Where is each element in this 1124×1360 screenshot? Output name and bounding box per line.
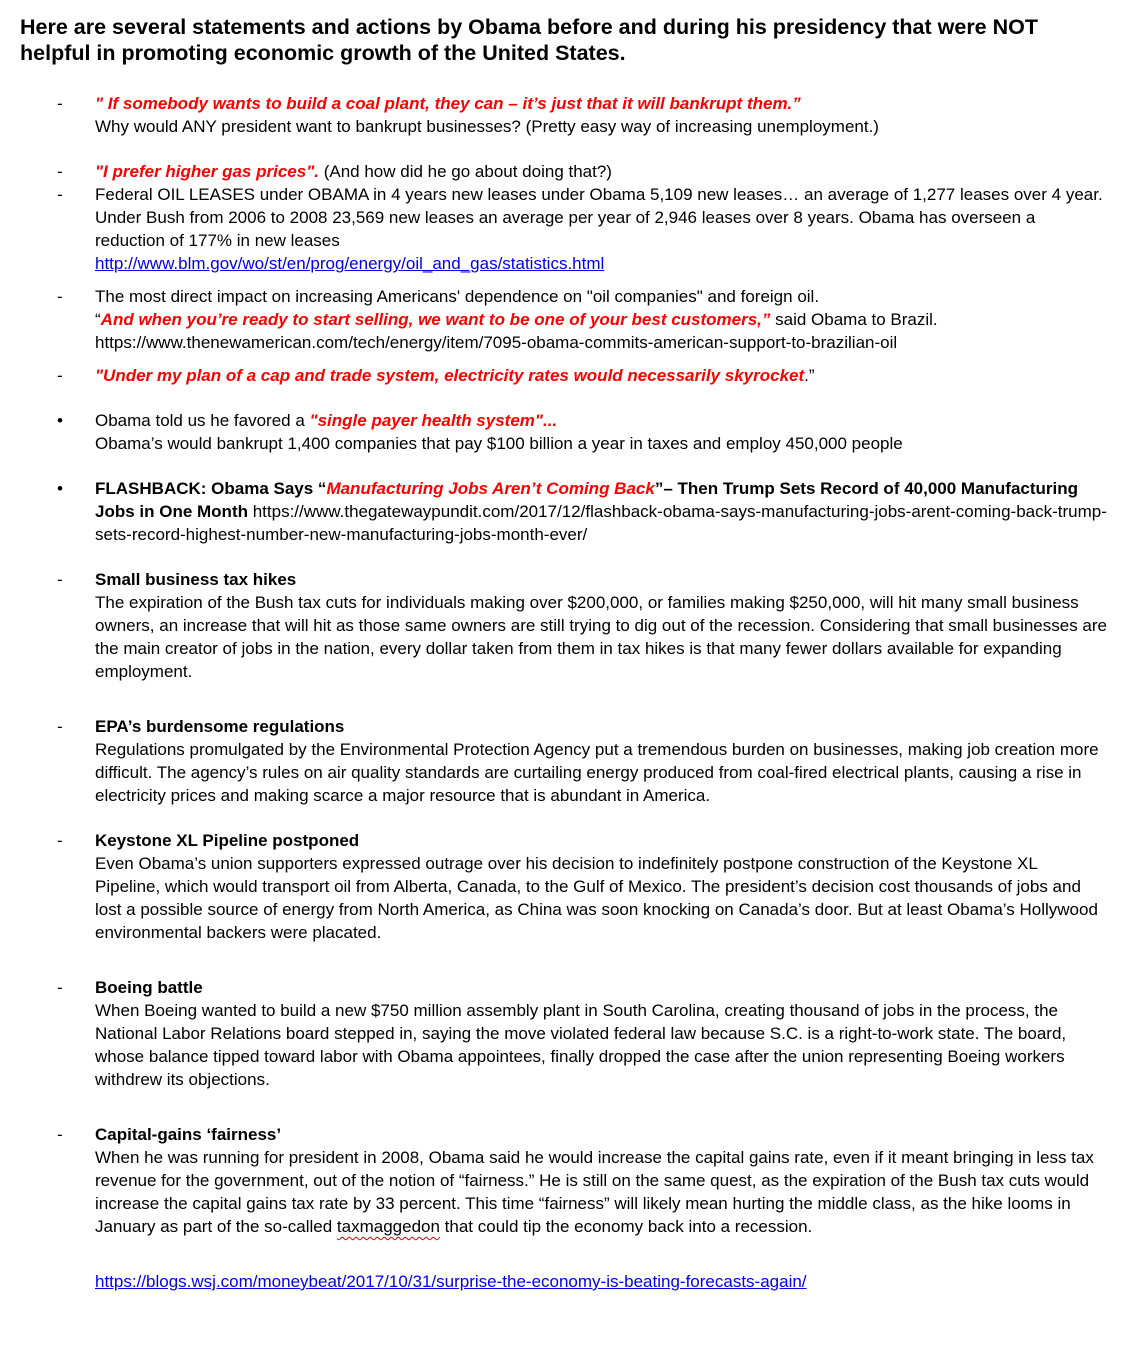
- paragraph: [95, 829, 1107, 852]
- text-run: " If somebody wants to build a coal plant, they can – it’s just that it will bankrupt them.”: [95, 94, 801, 113]
- statement-item: [57, 976, 1108, 1091]
- statement-body: [95, 183, 1107, 275]
- text-run: Capital-gains ‘fairness’: [95, 1125, 282, 1144]
- paragraph: [95, 160, 1107, 183]
- text-run: "Under my plan of a cap and trade system, electricity rates would necessarily skyrocket: [95, 366, 805, 385]
- statement-body: [95, 92, 1107, 138]
- text-run: EPA’s burdensome regulations: [95, 717, 345, 736]
- text-run: Even Obama’s union supporters expressed outrage over his decision to indefinitely postpone construction of the Keystone XL Pipeline, which would transport oil from Alberta, Canada, to the Gulf of Mexico. The president’s decision cost thousands of jobs and lost a possible source of energy from North America, as China was soon knocking on Canada’s door. But at least Obama’s Hollywood environmental backers were placated.: [95, 854, 1098, 942]
- text-run: Obama told us he favored a: [95, 411, 310, 430]
- text-run: said Obama to Brazil.: [770, 310, 938, 329]
- statement-body: [95, 160, 1107, 183]
- statement-item: [57, 568, 1108, 683]
- statement-body: [95, 364, 1107, 387]
- text-run: FLASHBACK: Obama Says “: [95, 479, 327, 498]
- dash-bullet: -: [57, 978, 63, 997]
- text-run: Obama’s would bankrupt 1,400 companies that pay $100 billion a year in taxes and employ 450,000 people: [95, 434, 903, 453]
- statement-item: [57, 364, 1108, 387]
- text-run: When Boeing wanted to build a new $750 million assembly plant in South Carolina, creating thousand of jobs in the process, the National Labor Relations board stepped in, saying the move violated federal law because S.C. is a right-to-work state. The board, whose balance tipped toward labor with Obama appointees, finally dropped the case after the union representing Boeing workers withdrew its objections.: [95, 1001, 1067, 1089]
- text-run: ”– Then Trump Sets Record of 40,000 Manufacturing Jobs in One Month: [95, 479, 1079, 521]
- statement-body: [95, 715, 1107, 807]
- paragraph: [95, 852, 1107, 944]
- bullet-spacer: [57, 1270, 95, 1293]
- text-run: And when you’re ready to start selling, we want to be one of your best customers,”: [100, 310, 771, 329]
- text-run: https://www.thegatewaypundit.com/2017/12/flashback-obama-says-manufacturing-jobs-arent-coming-back-trump-sets-record-highest-number-new-manufacturing-jobs-month-ever/: [95, 502, 1107, 544]
- paragraph: [95, 1146, 1107, 1238]
- statement-item: [57, 1123, 1108, 1238]
- text-run: Why would ANY president want to bankrupt businesses? (Pretty easy way of increasing unemployment.): [95, 117, 879, 136]
- text-run: (And how did he go about doing that?): [323, 162, 612, 181]
- dash-bullet: -: [57, 1125, 63, 1144]
- paragraph: [95, 976, 1107, 999]
- text-run: “: [95, 310, 101, 329]
- text-run: Boeing battle: [95, 978, 203, 997]
- paragraph: [95, 477, 1107, 546]
- paragraph: [95, 92, 1107, 115]
- text-run: Regulations promulgated by the Environmental Protection Agency put a tremendous burden on businesses, making job creation more difficult. The agency’s rules on air quality standards are curtailing energy produced from coal-fired electrical plants, causing a rise in electricity prices and making scarce a major resource that is abundant in America.: [95, 740, 1099, 805]
- text-run: The expiration of the Bush tax cuts for individuals making over $200,000, or families making $250,000, will hit many small business owners, an increase that will hit as those same owners are still trying to dig out of the recession. Considering that small businesses are the main creator of jobs in the nation, every dollar taken from them in tax hikes is that many fewer dollars available for expanding employment.: [95, 593, 1107, 681]
- dash-bullet: -: [57, 717, 63, 736]
- dash-bullet: -: [57, 94, 63, 113]
- hyperlink[interactable]: https://blogs.wsj.com/moneybeat/2017/10/31/surprise-the-economy-is-beating-forecasts-again/: [95, 1272, 807, 1291]
- dash-bullet: -: [57, 287, 63, 306]
- paragraph: [95, 999, 1107, 1091]
- hyperlink[interactable]: http://www.blm.gov/wo/st/en/prog/energy/oil_and_gas/statistics.html: [95, 254, 605, 273]
- text-run: Manufacturing Jobs Aren’t Coming Back: [326, 479, 655, 498]
- round-bullet: •: [57, 479, 63, 498]
- paragraph: [95, 183, 1107, 252]
- paragraph: [95, 738, 1107, 807]
- paragraph: [95, 285, 1107, 308]
- statement-body: [95, 409, 1107, 455]
- text-run: https://www.thenewamerican.com/tech/energy/item/7095-obama-commits-american-support-to-brazilian-oil: [95, 333, 898, 352]
- paragraph: [95, 409, 1107, 432]
- text-run: .”: [804, 366, 815, 385]
- paragraph: [95, 308, 1107, 331]
- statement-body: [95, 477, 1107, 546]
- statements-list: [20, 92, 1108, 1293]
- text-run: Small business tax hikes: [95, 570, 297, 589]
- paragraph: [95, 364, 1107, 387]
- text-run: Federal OIL LEASES under OBAMA in 4 years new leases under Obama 5,109 new leases… an average of 1,277 leases over 4 year. Under Bush from 2006 to 2008 23,569 new leases an average per year of 2,946 leases over 8 years. Obama has overseen a reduction of 177% in new leases: [95, 185, 1103, 250]
- statement-item: [57, 829, 1108, 944]
- statement-item: [57, 715, 1108, 807]
- statement-body: [95, 568, 1107, 683]
- dash-bullet: -: [57, 570, 63, 589]
- paragraph: [95, 1123, 1107, 1146]
- statement-item: [57, 1270, 1108, 1293]
- round-bullet: •: [57, 411, 63, 430]
- statement-body: [95, 285, 1107, 354]
- statement-body: [95, 1123, 1107, 1238]
- paragraph: [95, 568, 1107, 591]
- statement-item: [57, 183, 1108, 275]
- text-run: Keystone XL Pipeline postponed: [95, 831, 360, 850]
- paragraph: [95, 331, 1107, 354]
- statement-item: [57, 477, 1108, 546]
- statement-body: [95, 1270, 1107, 1293]
- paragraph: [95, 115, 1107, 138]
- statement-item: [57, 409, 1108, 455]
- statement-item: [57, 92, 1108, 138]
- paragraph: [95, 715, 1107, 738]
- statement-item: [57, 285, 1108, 354]
- statement-item: [57, 160, 1108, 183]
- paragraph: [95, 591, 1107, 683]
- text-run: "single payer health system"...: [309, 411, 558, 430]
- paragraph: [95, 432, 1107, 455]
- text-run: When he was running for president in 2008, Obama said he would increase the capital gains rate, even if it meant bringing in less tax revenue for the government, out of the notion of “fairness.” He is still on the same quest, as the expiration of the Bush tax cuts would increase the capital gains tax rate by 33 percent. This time “fairness” will likely mean hurting the middle class, as the hike looms in January as part of the so-called: [95, 1148, 1094, 1236]
- text-run: that could tip the economy back into a recession.: [439, 1217, 813, 1236]
- text-run: The most direct impact on increasing Americans' dependence on "oil companies" and foreign oil.: [95, 287, 820, 306]
- text-run: taxmaggedon: [336, 1217, 440, 1236]
- paragraph: [95, 252, 1107, 275]
- paragraph: [95, 1270, 1107, 1293]
- statement-body: [95, 829, 1107, 944]
- statement-body: [95, 976, 1107, 1091]
- text-run: "I prefer higher gas prices".: [95, 162, 324, 181]
- dash-bullet: -: [57, 366, 63, 385]
- document-title: Here are several statements and actions by Obama before and during his presidency that were NOT helpful in promoting economic growth of the United States.: [20, 15, 1038, 65]
- dash-bullet: -: [57, 162, 63, 181]
- dash-bullet: -: [57, 185, 63, 204]
- dash-bullet: -: [57, 831, 63, 850]
